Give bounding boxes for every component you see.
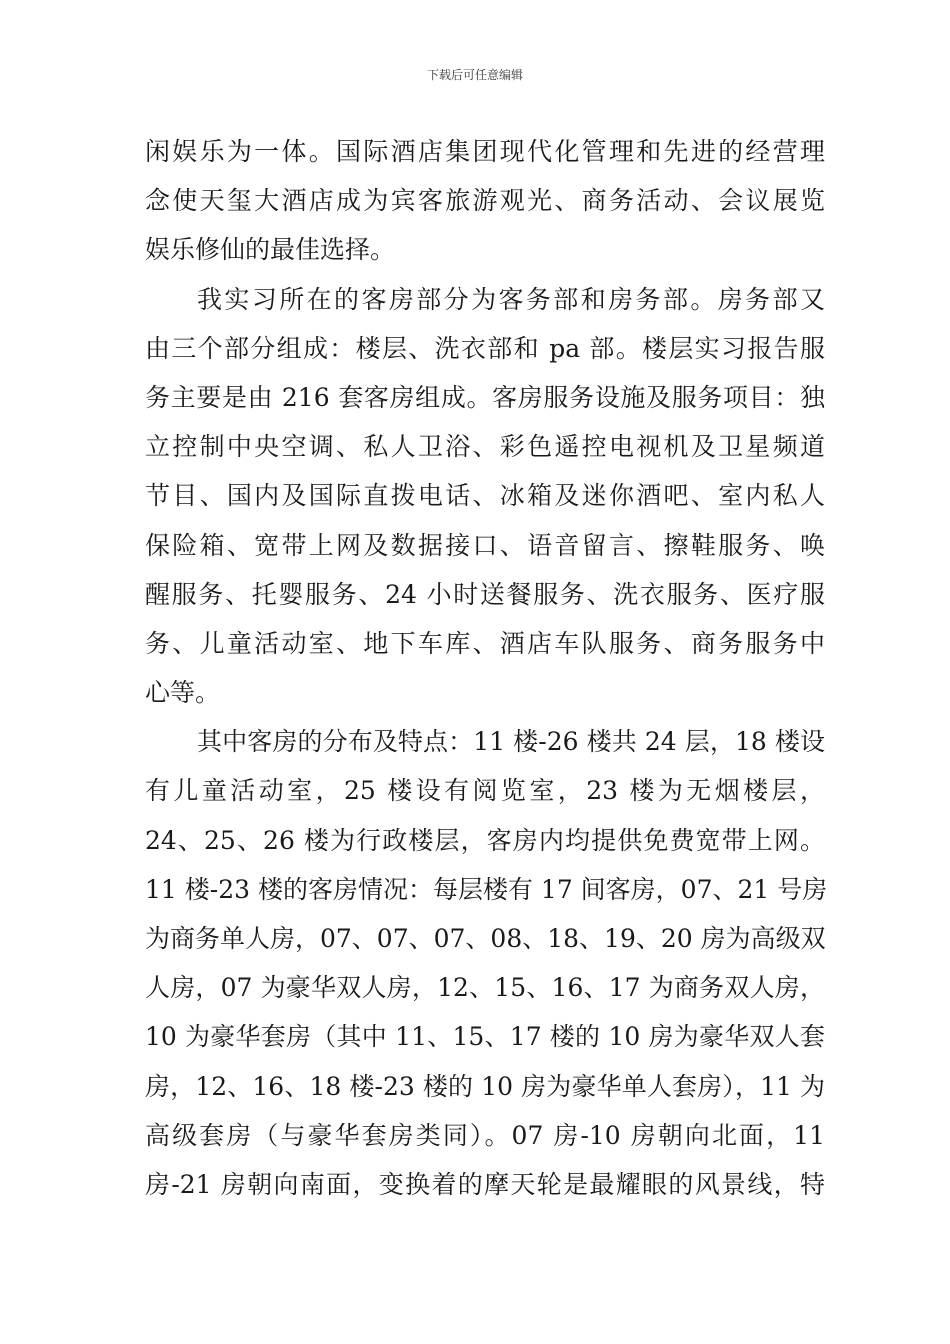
text-line: 节目、国内及国际直拨电话、冰箱及迷你酒吧、室内私人 xyxy=(145,481,825,511)
text-line: 保险箱、宽带上网及数据接口、语音留言、擦鞋服务、唤 xyxy=(145,530,825,560)
text-line: 24、25、26 楼为行政楼层，客房内均提供免费宽带上网。 xyxy=(145,825,825,855)
body-text xyxy=(145,127,828,1209)
text-line: 房，12、16、18 楼-23 楼的 10 房为豪华单人套房），11 为 xyxy=(145,1071,825,1101)
text-line: 高级套房（与豪华套房类同）。07 房-10 房朝向北面，11 xyxy=(145,1120,825,1150)
text-line: 立控制中央空调、私人卫浴、彩色遥控电视机及卫星频道 xyxy=(145,432,825,462)
text-line: 10 为豪华套房（其中 11、15、17 楼的 10 房为豪华双人套 xyxy=(145,1022,825,1052)
paragraph-first-line: 我实习所在的客房部分为客务部和房务部。房务部又 xyxy=(197,284,825,314)
text-line: 闲娱乐为一体。国际酒店集团现代化管理和先进的经营理 xyxy=(145,137,825,166)
page-header-note: 下载后可任意编辑 xyxy=(426,68,523,82)
text-line: 房-21 房朝向南面，变换着的摩天轮是最耀眼的风景线，特 xyxy=(145,1169,825,1199)
text-line: 有儿童活动室，25 楼设有阅览室，23 楼为无烟楼层， xyxy=(145,776,825,806)
text-line: 醒服务、托婴服务、24 小时送餐服务、洗衣服务、医疗服 xyxy=(145,579,825,609)
text-line: 11 楼-23 楼的客房情况：每层楼有 17 间客房，07、21 号房 xyxy=(145,874,828,904)
text-line: 心等。 xyxy=(145,678,221,708)
text-line: 务、儿童活动室、地下车库、酒店车队服务、商务服务中 xyxy=(145,628,825,658)
text-line: 由三个部分组成：楼层、洗衣部和 pa 部。楼层实习报告服 xyxy=(145,333,825,363)
text-line: 务主要是由 216 套客房组成。客房服务设施及服务项目：独 xyxy=(145,382,825,412)
text-line: 娱乐修仙的最佳选择。 xyxy=(145,235,396,265)
text-line: 念使天玺大酒店成为宾客旅游观光、商务活动、会议展览 xyxy=(145,186,825,216)
paragraph-first-line: 其中客房的分布及特点：11 楼-26 楼共 24 层，18 楼设 xyxy=(197,727,825,757)
text-line: 人房，07 为豪华双人房，12、15、16、17 为商务双人房， xyxy=(145,973,825,1003)
text-line: 为商务单人房，07、07、07、08、18、19、20 房为高级双 xyxy=(145,924,826,953)
